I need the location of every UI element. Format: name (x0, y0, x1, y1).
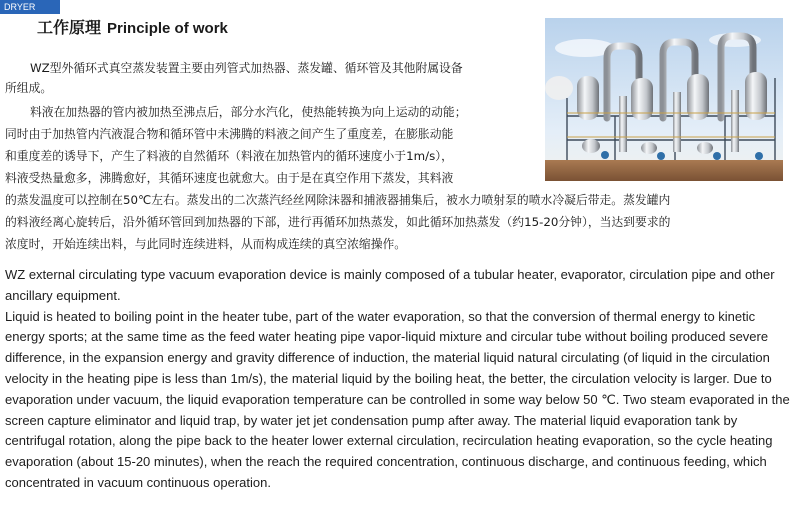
cn-text-line: 的料液经离心旋转后，沿外循环管回到加热器的下部，进行再循环加热蒸发，如此循环加热蒸发（约15-20分钟），当达到要求的 (5, 215, 671, 229)
page-title (37, 18, 228, 39)
en-paragraph: Liquid is heated to boiling point in the heater tube, part of the water evaporation, so that the conversion of thermal energy to kinetic energy sports; at the same time as the feed water heating pipe vapor-liquid mixture and circular tube without boiling produced severe difference, in the expansion energy and gravity difference of induction, the material liquid natural circulating (of liquid in the circulation velocity in the heating pipe is less than 1m/s), the material liquid by the boiling heat, the better, the circulation velocity is larger. Due to evaporation under vacuum, the liquid evaporation temperature can be controlled in some way below 50 ℃. Two steam evaporated in the screen capture eliminator and liquid trap, by water jet jet condensation pump after away. The material liquid evaporation tank by centrifugal rotation, along the pipe back to the heater lower external circulation, recirculation heating evaporation, so the cycle heating evaporation (about 15-20 minutes), when the reach the required concentration, continuous discharge, and continuous feeding, which concentrated in vacuum continuous operation. (5, 308, 790, 490)
cn-text-line: 和重度差的诱导下，产生了料液的自然循环（料液在加热管内的循环速度小于1m/s）， (5, 149, 453, 163)
evaporator-plant-photo (545, 18, 783, 181)
cn-text-line: 所组成。 (5, 81, 53, 95)
title-chinese: 工作原理 (37, 18, 102, 37)
title-english: Principle of work (107, 20, 228, 37)
cn-text-line: 同时由于加热管内汽液混合物和循环管中未沸腾的料液之间产生了重度差，在膨胀动能 (5, 127, 454, 141)
cn-text-line: 的蒸发温度可以控制在50℃左右。蒸发出的二次蒸汽经丝网除沫器和捕液器捕集后，被水力喷射泵的喷水冷凝后带走。蒸发罐内 (5, 193, 671, 207)
section-tag: DRYER (0, 0, 60, 14)
en-paragraph: WZ external circulating type vacuum evaporation device is mainly composed of a tubular heater, evaporator, circulation pipe and other ancillary equipment. (5, 267, 775, 303)
english-description (5, 265, 795, 494)
cn-text-line: 料液受热量愈多，沸腾愈好，其循环速度也就愈大。由于是在真空作用下蒸发，其料液 (5, 171, 454, 185)
cn-text-line: 料液在加热器的管内被加热至沸点后，部分水汽化，使热能转换为向上运动的动能； (30, 105, 467, 119)
cn-text-line: WZ型外循环式真空蒸发装置主要由列管式加热器、蒸发罐、循环管及其他附属设备 (30, 61, 463, 75)
cn-text-line: 浓度时，开始连续出料，与此同时连续进料，从而构成连续的真空浓缩操作。 (5, 237, 407, 251)
